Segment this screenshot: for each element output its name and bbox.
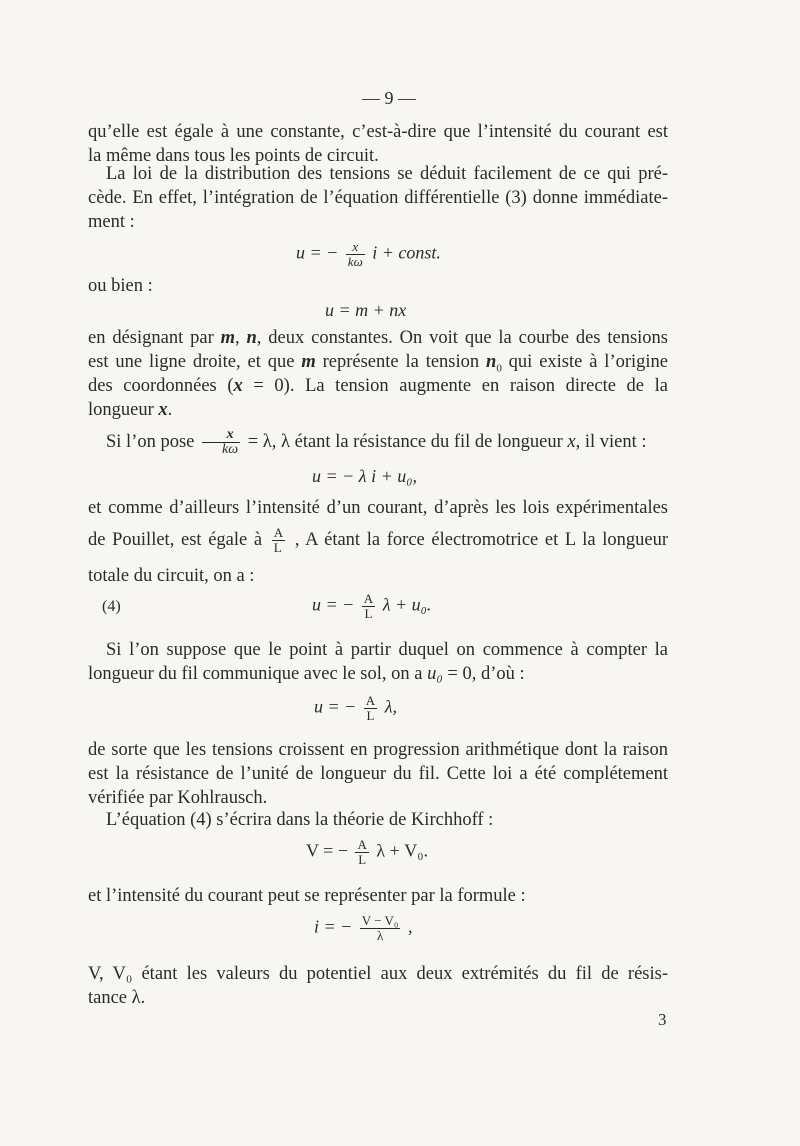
text-line: L’équation (4) s’écrira dans la théorie de Kirchhoff :: [106, 810, 494, 830]
text-line: de Pouillet, est égale à $\frac{A}{L}$ , A étant la force électromotrice et L la longueur: [88, 525, 668, 555]
text-line: cède. En effet, l’intégration de l’équation différentielle (3) donne immédiate-: [88, 188, 668, 208]
text-line: tance λ.: [88, 988, 146, 1008]
text-line: totale du circuit, on a :: [88, 566, 255, 586]
text-line: ment :: [88, 212, 135, 232]
text-line: et l’intensité du courant peut se représenter par la formule :: [88, 886, 526, 906]
page-footer-number: 3: [658, 1010, 667, 1029]
text-line: ou bien :: [88, 276, 153, 296]
text-line: est une ligne droite, et que m représente la tension $n_0$ qui existe à l’origine: [88, 352, 669, 375]
text-line: des coordonnées (x = 0). La tension augmente en raison directe de la: [88, 376, 668, 396]
text-line: longueur x.: [88, 400, 173, 420]
text-line: la même dans tous les points de circuit.: [88, 146, 379, 166]
text-line: et comme d’ailleurs l’intensité d’un courant, d’après les lois expérimentales: [88, 498, 668, 518]
text-line: V, V₀ étant les valeurs du potentiel aux deux extrémités du fil de résis-: [88, 964, 668, 984]
equation-6: V = − $\frac{A}{L}$ λ + V₀.: [306, 837, 429, 867]
text-line: de sorte que les tensions croissent en progression arithmétique dont la raison: [88, 740, 668, 760]
equation-2: u = m + nx: [325, 300, 407, 320]
text-line: en désignant par m, n, deux constantes. On voit que la courbe des tensions: [88, 328, 668, 348]
text-line: Si l’on suppose que le point à partir duquel on commence à compter la: [106, 640, 668, 660]
equation-1: u = − $\frac{x}{k\omega}$ i + const.: [296, 239, 441, 269]
equation-7: i = − $\frac{\text{V − V₀}}{\lambda}$ ,: [314, 913, 413, 943]
text-line: vérifiée par Kohlrausch.: [88, 788, 268, 808]
page-header: — 9 —: [362, 88, 416, 108]
equation-5: u = − $\frac{A}{L}$ λ,: [314, 693, 397, 723]
equation-label: (4): [102, 598, 121, 615]
text-line: La loi de la distribution des tensions se déduit facilement de ce qui pré-: [106, 164, 668, 184]
text-line: est la résistance de l’unité de longueur du fil. Cette loi a été complétement: [88, 764, 668, 784]
text-line: longueur du fil communique avec le sol, on a u₀ = 0, d’où :: [88, 664, 525, 684]
text-line: qu’elle est égale à une constante, c’est-à-dire que l’intensité du courant est: [88, 122, 668, 142]
equation-4: u = − $\frac{A}{L}$ λ + u₀.: [312, 591, 432, 621]
text-line: Si l’on pose $\frac{x}{k\omega}$ = λ, λ étant la résistance du fil de longueur x, il vient :: [106, 427, 647, 457]
equation-3: u = − λ i + u₀,: [312, 466, 417, 486]
